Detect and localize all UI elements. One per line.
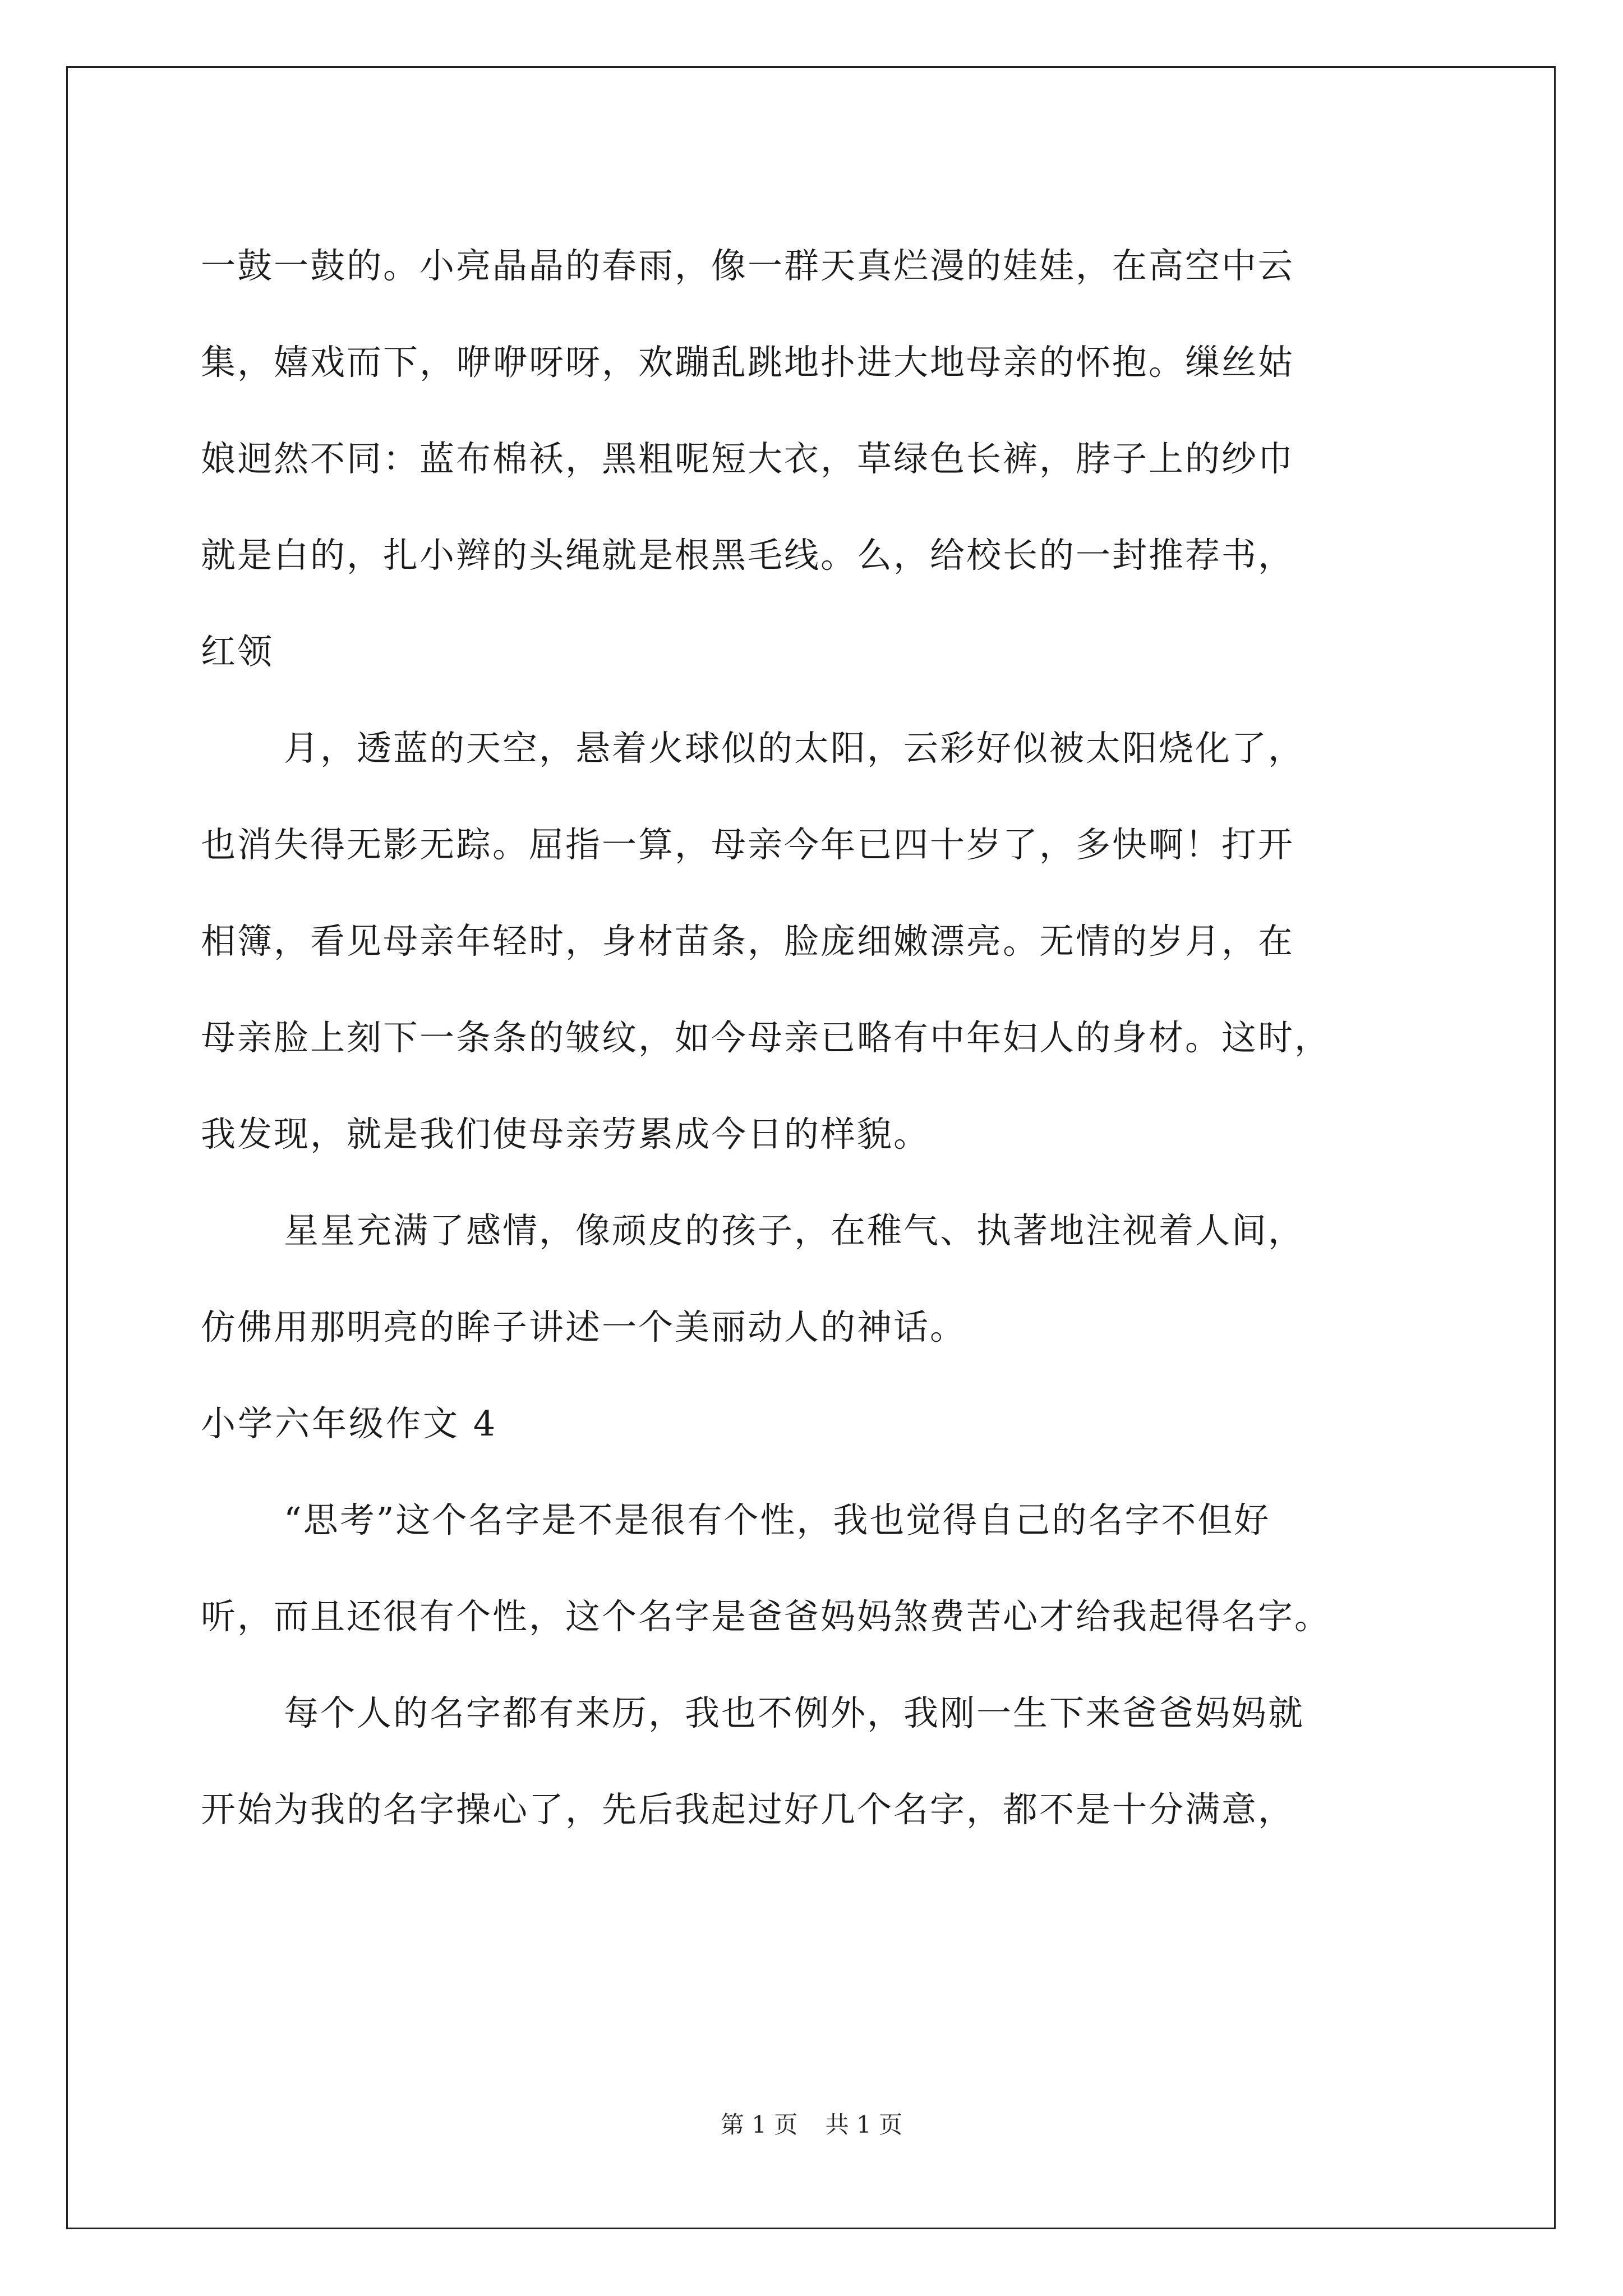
paragraph-start-line: “思考”这个名字是不是很有个性，我也觉得自己的名字不但好 [284,1499,1271,1540]
page-total: 共 1 页 [825,2111,903,2138]
document-body [201,218,1435,1858]
text-line: 相簿，看见母亲年轻时，身材苗条，脸庞细嫩漂亮。无情的岁月，在 [201,921,1295,961]
text-line: 集，嬉戏而下，咿咿呀呀，欢蹦乱跳地扑进大地母亲的怀抱。缫丝姑 [201,342,1295,383]
text-line: 红领 [201,631,274,672]
text-line: 娘迥然不同：蓝布棉袄，黑粗呢短大衣，草绿色长裤，脖子上的纱巾 [201,438,1295,479]
text-line: 仿佛用那明亮的眸子讲述一个美丽动人的神话。 [201,1306,967,1347]
paragraph-start-line: 每个人的名字都有来历，我也不例外，我刚一生下来爸爸妈妈就 [284,1692,1305,1733]
text-line: 开始为我的名字操心了，先后我起过好几个名字，都不是十分满意， [201,1789,1295,1830]
text-line: 就是白的，扎小辫的头绳就是根黑毛线。么，给校长的一封推荐书， [201,535,1295,576]
page-footer [0,2106,1623,2140]
text-line: 我发现，就是我们使母亲劳累成今日的样貌。 [201,1114,930,1154]
text-line: 母亲脸上刻下一条条的皱纹，如今母亲已略有中年妇人的身材。这时， [201,1017,1331,1058]
section-heading: 小学六年级作文 4 [201,1403,498,1444]
text-line: 一鼓一鼓的。小亮晶晶的春雨，像一群天真烂漫的娃娃，在高空中云 [201,245,1295,286]
paragraph-start-line: 星星充满了感情，像顽皮的孩子，在稚气、执著地注视着人间， [284,1210,1305,1251]
text-line: 也消失得无影无踪。屈指一算，母亲今年已四十岁了，多快啊！打开 [201,824,1295,865]
page-number: 第 1 页 [720,2111,798,2138]
paragraph-start-line: 月，透蓝的天空，悬着火球似的太阳，云彩好似被太阳烧化了， [284,728,1305,769]
text-line: 听，而且还很有个性，这个名字是爸爸妈妈煞费苦心才给我起得名字。 [201,1596,1331,1637]
